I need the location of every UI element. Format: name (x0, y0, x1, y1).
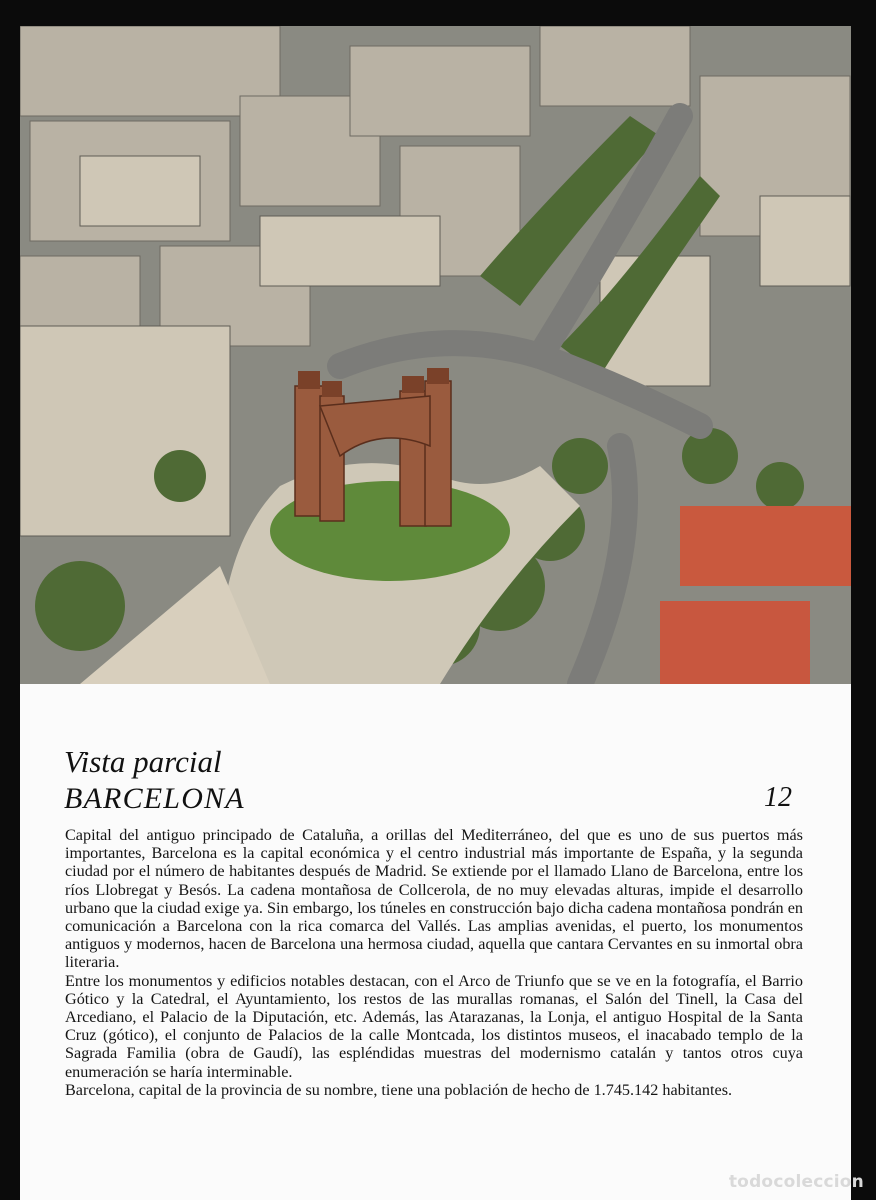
description-text (65, 826, 803, 1099)
paragraph-1: Capital del antiguo principado de Cataluña, a orillas del Mediterráneo, del que es uno de sus puertos más importantes, Barcelona es la capital económica y el centro industrial más importante de España, y la segunda ciudad por el número de habitantes después de Madrid. Se extiende por el llamado Llano de Barcelona, entre los ríos Llobregat y Besós. La cadena montañosa de Collcerola, de no muy elevadas alturas, impide el desarrollo urbano que la ciudad exige ya. Sin embargo, los túneles en construcción bajo dicha cadena montañosa pondrán en comunicación a Barcelona con la rica comarca del Vallés. Las amplias avenidas, el puerto, los monumentos antiguos y modernos, hacen de Barcelona una hermosa ciudad, aquella que cantara Cervantes en su inmortal obra literaria. (65, 826, 803, 972)
paragraph-2: Entre los monumentos y edificios notables destacan, con el Arco de Triunfo que se ve en la fotografía, el Barrio Gótico y la Catedral, el Ayuntamiento, los restos de las murallas romanas, el Salón del Tinell, la Casa del Arcediano, el Palacio de la Diputación, etc. Además, las Atarazanas, la Lonja, el antiguo Hospital de la Santa Cruz (gótico), el conjunto de Palacios de la calle Montcada, los distintos museos, el inacabado templo de la Sagrada Familia (obra de Gaudí), las espléndidas muestras del modernismo catalán y tantos otros cuya enumeración se haría interminable. (65, 971, 803, 1081)
postcard (20, 26, 851, 1200)
plate-number: 12 (764, 782, 792, 813)
caption-title: Vista parcial (64, 744, 222, 779)
paragraph-3: Barcelona, capital de la provincia de su nombre, tiene una población de hecho de 1.745.142 habitantes. (65, 1080, 733, 1099)
arc-de-triomf-aerial-illustration (20, 26, 851, 684)
watermark-text: todocoleccion (728, 1172, 864, 1192)
aerial-photo (20, 26, 851, 684)
caption-subtitle: BARCELONA (64, 782, 245, 815)
